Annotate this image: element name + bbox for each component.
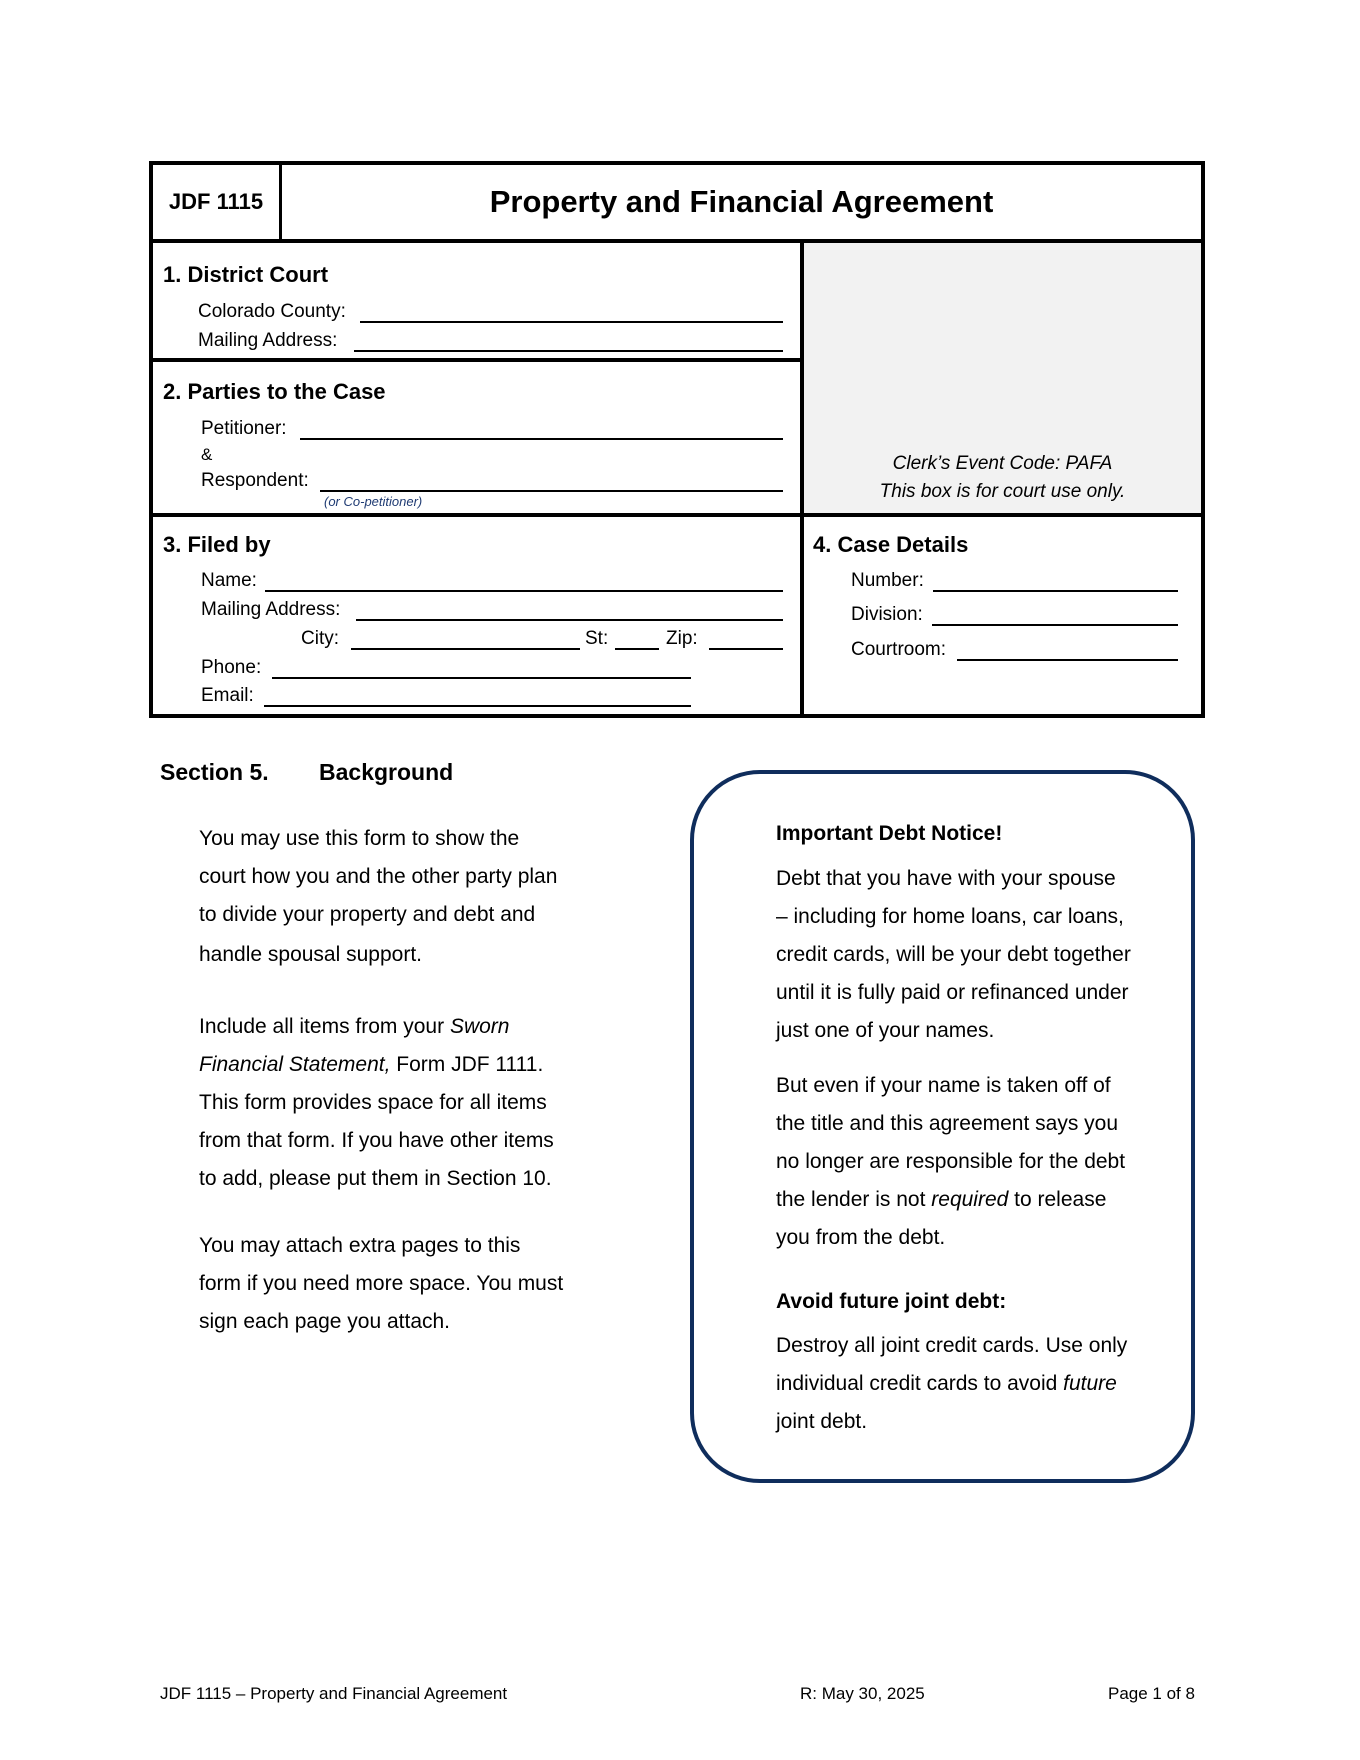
debt-notice-paragraph-1 (776, 860, 1131, 1050)
text-line: you from the debt. (776, 1226, 946, 1249)
filed-by-cell (153, 517, 804, 714)
footer-revision-date: R: May 30, 2025 (800, 1684, 925, 1703)
email-field[interactable] (264, 705, 691, 707)
petitioner-label: Petitioner: (201, 418, 287, 439)
text-line: This form provides space for all items (199, 1091, 547, 1114)
co-petitioner-note: (or Co-petitioner) (324, 494, 423, 509)
section-5-heading: Background (319, 759, 454, 785)
ampersand: & (201, 445, 213, 464)
footer-form-title: JDF 1115 – Property and Financial Agreement (160, 1684, 508, 1703)
background-paragraph-2 (199, 1008, 554, 1198)
sworn-italic: Sworn (449, 1015, 510, 1038)
filed-by-heading: 3. Filed by (163, 532, 271, 557)
division-field[interactable] (932, 624, 1178, 626)
parties-heading: 2. Parties to the Case (163, 379, 386, 404)
case-number-label: Number: (851, 570, 924, 591)
courtroom-label: Courtroom: (851, 639, 947, 660)
financial-statement-italic: Financial Statement, (199, 1053, 391, 1076)
debt-notice-paragraph-2 (776, 1067, 1125, 1257)
text-line (199, 1046, 554, 1084)
section-5-label: Section 5. (160, 759, 269, 785)
case-number-field[interactable] (933, 590, 1178, 592)
case-details-cell (804, 517, 1201, 714)
background-paragraph-1 (199, 820, 557, 974)
footer-page-number: Page 1 of 8 (1108, 1684, 1195, 1703)
text-line (776, 1181, 1125, 1219)
county-label: Colorado County: (198, 301, 346, 322)
filer-address-field[interactable] (356, 619, 783, 621)
text-span: the lender is not (776, 1188, 932, 1211)
text-line (776, 1365, 1127, 1403)
text-span: individual credit cards to avoid (776, 1372, 1064, 1395)
text-span: Form JDF 1111. (390, 1053, 544, 1076)
zip-field[interactable] (709, 648, 783, 650)
avoid-debt-paragraph (776, 1327, 1127, 1441)
required-italic: required (931, 1188, 1009, 1211)
future-italic: future (1063, 1372, 1117, 1395)
name-field[interactable] (265, 590, 783, 592)
zip-label: Zip: (666, 628, 698, 649)
text-line: handle spousal support. (199, 943, 422, 966)
respondent-field[interactable] (320, 490, 783, 492)
court-use-box (804, 243, 1201, 517)
county-field[interactable] (360, 321, 783, 323)
courtroom-field[interactable] (957, 659, 1178, 661)
text-line: the title and this agreement says you (776, 1112, 1119, 1135)
state-field[interactable] (615, 648, 659, 650)
text-line: to add, please put them in Section 10. (199, 1167, 552, 1190)
text-span: Include all items from your (199, 1015, 450, 1038)
text-line: You may use this form to show the (199, 827, 520, 850)
text-line: Destroy all joint credit cards. Use only (776, 1334, 1128, 1357)
case-details-heading: 4. Case Details (813, 532, 969, 557)
phone-field[interactable] (272, 677, 691, 679)
respondent-label: Respondent: (201, 470, 309, 491)
page-title: Property and Financial Agreement (489, 184, 994, 219)
state-label: St: (585, 628, 609, 649)
city-field[interactable] (351, 648, 580, 650)
text-line: But even if your name is taken off of (776, 1074, 1111, 1097)
text-line: from that form. If you have other items (199, 1129, 554, 1152)
text-line: You may attach extra pages to this (199, 1234, 521, 1257)
text-line: just one of your names. (776, 1019, 995, 1042)
text-line: credit cards, will be your debt together (776, 943, 1131, 966)
background-paragraph-3 (199, 1227, 563, 1341)
division-label: Division: (851, 604, 923, 625)
court-address-field[interactable] (354, 350, 783, 352)
text-line (199, 1008, 554, 1046)
phone-label: Phone: (201, 657, 262, 678)
caption-grid (149, 243, 1205, 718)
debt-notice-heading: Important Debt Notice! (776, 822, 1003, 845)
form-header (149, 161, 1205, 243)
text-line: form if you need more space. You must (199, 1272, 564, 1295)
clerk-event-code: Clerk’s Event Code: PAFA (892, 453, 1113, 474)
filer-address-label: Mailing Address: (201, 599, 341, 620)
text-line: until it is fully paid or refinanced under (776, 981, 1129, 1004)
name-label: Name: (201, 570, 257, 591)
text-line: sign each page you attach. (199, 1310, 451, 1333)
email-label: Email: (201, 685, 254, 706)
text-span: to release (1008, 1188, 1107, 1211)
district-court-cell (153, 243, 804, 362)
court-address-label: Mailing Address: (198, 330, 338, 351)
parties-cell (153, 362, 804, 517)
petitioner-field[interactable] (300, 438, 783, 440)
text-line: joint debt. (776, 1410, 868, 1433)
text-line: – including for home loans, car loans, (776, 905, 1124, 928)
court-use-note: This box is for court use only. (879, 481, 1126, 502)
district-court-heading: 1. District Court (163, 262, 329, 287)
text-line: court how you and the other party plan (199, 865, 558, 888)
form-code: JDF 1115 (153, 165, 282, 239)
text-line: to divide your property and debt and (199, 903, 536, 926)
text-line: no longer are responsible for the debt (776, 1150, 1126, 1173)
text-line: Debt that you have with your spouse (776, 867, 1116, 890)
avoid-debt-heading: Avoid future joint debt: (776, 1290, 1007, 1313)
city-label: City: (301, 628, 339, 649)
